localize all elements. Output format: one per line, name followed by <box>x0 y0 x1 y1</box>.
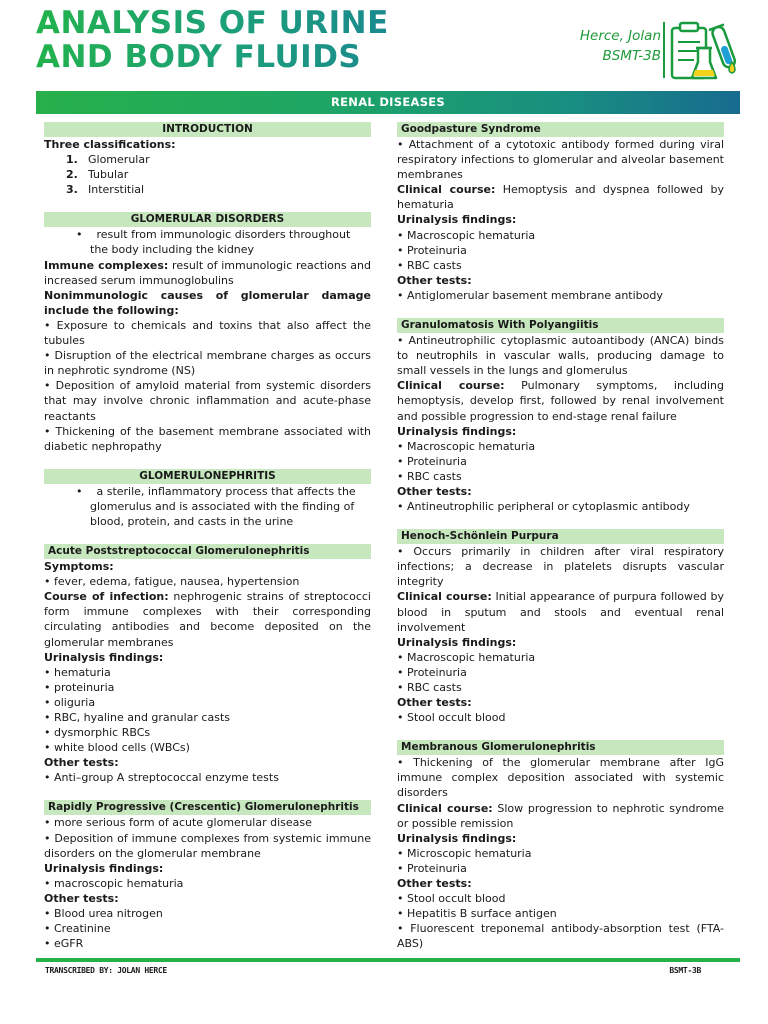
list-item: • RBC casts <box>397 681 462 694</box>
footer-transcriber: TRANSCRIBED BY: JOLAN HERCE <box>45 966 167 975</box>
header-divider <box>663 22 665 78</box>
urinalysis-label: Urinalysis findings: <box>397 424 517 438</box>
course-text: Clinical course: Initial appearance of purpura followed by blood in sputum and stools and eventual renal involvement <box>397 590 724 634</box>
description: • Antineutrophilic cytoplasmic autoantibody (ANCA) binds to neutrophils in vascular walls, producing damage to small vessels in the lungs and glomerulus <box>397 334 724 378</box>
author-block <box>580 26 661 66</box>
list-item: • Proteinuria <box>397 454 467 468</box>
list-item: • hematuria <box>44 665 111 679</box>
list-item: • result from immunologic disorders throughout the body including the kidney <box>76 228 351 257</box>
footer-section: BSMT-3B <box>669 966 701 975</box>
course-text: Clinical course: Slow progression to nephrotic syndrome or possible remission <box>397 801 724 830</box>
other-tests-label: Other tests: <box>397 273 472 287</box>
list-item: • Antiglomerular basement membrane antibody <box>397 288 663 302</box>
heading-hsp: Henoch-Schönlein Purpura <box>397 529 724 544</box>
heading-glomerular-disorders: GLOMERULAR DISORDERS <box>44 212 371 227</box>
list-item: • RBC, hyaline and granular casts <box>44 711 230 724</box>
list-item: 1. Glomerular <box>66 153 150 167</box>
list-item: • Creatinine <box>44 922 111 936</box>
description: • Thickening of the glomerular membrane after IgG immune complex deposition associated with systemic disorders <box>397 756 724 800</box>
list-item: • Macroscopic hematuria <box>397 439 536 453</box>
list-item: • Macroscopic hematuria <box>397 650 536 664</box>
description: • Occurs primarily in children after viral respiratory infections; a decrease in platelets disrupts vascular integrity <box>397 545 724 589</box>
other-tests-label: Other tests: <box>44 756 119 770</box>
heading-goodpasture: Goodpasture Syndrome <box>397 122 724 137</box>
symptoms-label: Symptoms: <box>44 560 114 574</box>
list-item: • Deposition of immune complexes from systemic immune disorders on the glomerular membrane <box>44 831 371 860</box>
list-item: • Disruption of the electrical membrane charges as occurs in nephrotic syndrome (NS) <box>44 349 371 378</box>
list-item: • Macroscopic hematuria <box>397 228 536 242</box>
list-item: • RBC casts <box>397 469 462 483</box>
document-title <box>36 6 389 74</box>
right-column <box>397 122 724 952</box>
list-item: • macroscopic hematuria <box>44 876 184 890</box>
intro-lead: Three classifications: <box>44 138 176 151</box>
list-item: • Blood urea nitrogen <box>44 907 163 921</box>
lab-test-tubes-icon <box>668 18 740 86</box>
list-item: • dysmorphic RBCs <box>44 726 151 740</box>
list-item: • Stool occult blood <box>397 711 506 725</box>
nonimmune-label: Nonimmunologic causes of glomerular damage include the following: <box>44 288 371 317</box>
other-tests-label: Other tests: <box>44 891 119 905</box>
list-item: 3. Interstitial <box>66 183 145 197</box>
list-item: • Fluorescent treponemal antibody-absorption test (FTA-ABS) <box>397 922 724 951</box>
immune-complexes-text: Immune complexes: result of immunologic reactions and increased serum immunoglobulins <box>44 258 371 287</box>
list-item: • Microscopic hematuria <box>397 846 532 860</box>
list-item: • Anti–group A streptococcal enzyme tests <box>44 771 279 785</box>
list-item: 2. Tubular <box>66 168 129 182</box>
urinalysis-label: Urinalysis findings: <box>397 213 517 227</box>
section-banner: RENAL DISEASES <box>36 91 740 114</box>
list-item: • Proteinuria <box>397 665 467 679</box>
urinalysis-label: Urinalysis findings: <box>44 650 164 664</box>
title-line-2: AND BODY FLUIDS <box>36 39 362 75</box>
list-item: • white blood cells (WBCs) <box>44 741 190 755</box>
left-column <box>44 122 371 951</box>
urinalysis-label: Urinalysis findings: <box>397 831 517 845</box>
urinalysis-label: Urinalysis findings: <box>44 861 164 875</box>
heading-rpgn: Rapidly Progressive (Crescentic) Glomerulonephritis <box>44 800 371 815</box>
author-section: BSMT-3B <box>602 48 661 64</box>
heading-mgn: Membranous Glomerulonephritis <box>397 740 724 755</box>
other-tests-label: Other tests: <box>397 484 472 498</box>
list-item: • Exposure to chemicals and toxins that also affect the tubules <box>44 318 371 348</box>
other-tests-label: Other tests: <box>397 877 472 891</box>
description: • Attachment of a cytotoxic antibody formed during viral respiratory infections to glomerular and alveolar basement membranes <box>397 138 724 182</box>
author-name: Herce, Jolan <box>579 28 661 44</box>
list-item: • Proteinuria <box>397 243 467 257</box>
list-item: • eGFR <box>44 937 84 951</box>
list-item: • more serious form of acute glomerular disease <box>44 816 312 830</box>
heading-glomerulonephritis: GLOMERULONEPHRITIS <box>44 469 371 484</box>
list-item: • RBC casts <box>397 258 462 272</box>
list-item: • Hepatitis B surface antigen <box>397 907 557 921</box>
course-text: Clinical course: Hemoptysis and dyspnea followed by hematuria <box>397 183 724 212</box>
list-item: • a sterile, inflammatory process that affects the glomerulus and is associated with the finding of blood, protein, and casts in the urine <box>76 484 356 528</box>
title-line-1: ANALYSIS OF URINE <box>36 5 389 41</box>
urinalysis-label: Urinalysis findings: <box>397 635 517 649</box>
heading-gpa: Granulomatosis With Polyangiitis <box>397 318 724 333</box>
list-item: • proteinuria <box>44 680 115 694</box>
course-text: Course of infection: nephrogenic strains of streptococci form immune complexes with their corresponding circulating antibodies and become deposited on the glomerular membranes <box>44 590 371 649</box>
list-item: • oliguria <box>44 695 96 709</box>
heading-introduction: INTRODUCTION <box>44 122 371 137</box>
list-item: • Thickening of the basement membrane associated with diabetic nephropathy <box>44 424 371 453</box>
list-item: • fever, edema, fatigue, nausea, hypertension <box>44 575 300 589</box>
heading-apsgn: Acute Poststreptococcal Glomerulonephritis <box>44 544 371 559</box>
list-item: • Deposition of amyloid material from systemic disorders that may involve chronic inflammation and acute-phase reactants <box>44 379 371 423</box>
course-text: Clinical course: Pulmonary symptoms, including hemoptysis, develop first, followed by renal involvement and possible progression to end-stage renal failure <box>397 379 725 423</box>
other-tests-label: Other tests: <box>397 696 472 710</box>
footer-rule <box>36 958 740 962</box>
list-item: • Antineutrophilic peripheral or cytoplasmic antibody <box>397 500 690 514</box>
list-item: • Stool occult blood <box>397 892 506 906</box>
list-item: • Proteinuria <box>397 861 467 875</box>
